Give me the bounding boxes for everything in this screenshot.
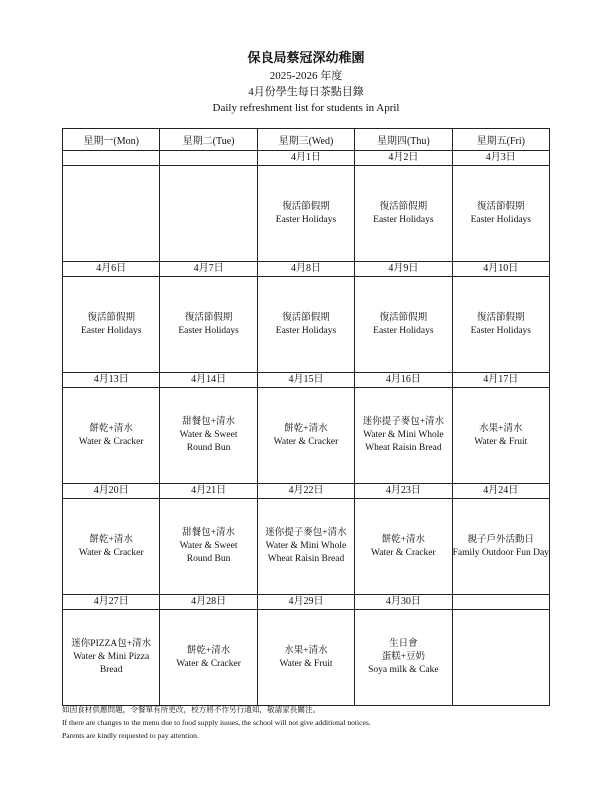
menu-cell	[355, 499, 452, 595]
weekday-header: 星期一(Mon)	[63, 129, 160, 151]
menu-cell	[160, 166, 257, 262]
menu-cell	[63, 166, 160, 262]
menu-line: 甜餐包+清水	[182, 417, 236, 427]
date-cell: 4月16日	[355, 373, 452, 388]
date-cell: 4月3日	[452, 151, 549, 166]
menu-line: 餅乾+清水	[186, 645, 231, 656]
menu-cell	[160, 610, 257, 706]
menu-line: Round Bun	[186, 443, 231, 453]
menu-line: Easter Holidays	[373, 214, 434, 225]
menu-cell	[355, 610, 452, 706]
menu-cell	[452, 499, 549, 595]
menu-line: Water & Cracker	[176, 658, 241, 669]
date-cell	[452, 595, 549, 610]
date-row	[63, 151, 550, 166]
menu-line: Easter Holidays	[373, 325, 434, 336]
school-name: 保良局蔡冠深幼稚園	[247, 51, 365, 66]
date-row	[63, 595, 550, 610]
menu-line: 復活節假期	[282, 201, 330, 212]
menu-cell	[257, 499, 354, 595]
menu-line: Easter Holidays	[470, 325, 531, 336]
title-chinese: 4月份學生每日茶點目錄	[248, 86, 364, 98]
menu-line: Water & Mini Pizza	[73, 652, 150, 662]
date-row	[63, 373, 550, 388]
school-year: 2025-2026 年度	[269, 70, 343, 82]
date-cell: 4月1日	[257, 151, 354, 166]
menu-cell	[355, 277, 452, 373]
menu-cell	[452, 166, 549, 262]
menu-line: 蛋糕+豆奶	[381, 652, 426, 662]
menu-line: 迷你提子麥包+清水	[362, 417, 445, 427]
date-cell	[160, 151, 257, 166]
menu-cell	[160, 499, 257, 595]
weekday-header: 星期四(Thu)	[355, 129, 452, 151]
menu-cell	[63, 610, 160, 706]
menu-row	[63, 499, 550, 595]
date-cell	[63, 151, 160, 166]
menu-line: 復活節假期	[379, 201, 428, 212]
menu-cell	[257, 166, 354, 262]
date-cell: 4月8日	[257, 262, 354, 277]
weekday-header-row	[63, 129, 550, 151]
menu-line: Easter Holidays	[178, 325, 239, 336]
menu-line: 復活節假期	[477, 312, 525, 323]
menu-line: 甜餐包+清水	[182, 528, 236, 538]
menu-line: Bread	[99, 665, 123, 675]
menu-line: 餅乾+清水	[381, 534, 426, 545]
menu-line: Family Outdoor Fun Day	[452, 547, 549, 558]
menu-line: Easter Holidays	[80, 325, 142, 336]
menu-line: 復活節假期	[282, 312, 330, 323]
menu-line: 迷你提子麥包+清水	[265, 528, 347, 538]
menu-line: 生日會	[389, 639, 418, 649]
menu-line: Water & Fruit	[279, 658, 333, 669]
note-chinese: 如因食材供應問題，令餐單有所更改，校方將不作另行通知，敬請家長關注。	[62, 705, 321, 714]
menu-body	[63, 151, 550, 706]
date-cell: 4月17日	[452, 373, 549, 388]
date-cell: 4月24日	[452, 484, 549, 499]
date-cell: 4月20日	[63, 484, 160, 499]
date-cell: 4月7日	[160, 262, 257, 277]
date-cell: 4月30日	[355, 595, 452, 610]
menu-line: Easter Holidays	[470, 214, 531, 225]
date-cell: 4月10日	[452, 262, 549, 277]
date-cell: 4月22日	[257, 484, 354, 499]
menu-row	[63, 166, 550, 262]
document-header	[0, 50, 612, 116]
menu-line: 親子戶外活動日	[467, 534, 535, 545]
menu-line: Water & Cracker	[78, 547, 144, 558]
menu-line: Easter Holidays	[275, 325, 337, 336]
menu-line: 餅乾+清水	[89, 423, 133, 434]
note-english-1: If there are changes to the menu due to food supply issues, the school will not give additional notices.	[62, 718, 371, 727]
menu-line: Water & Cracker	[78, 436, 144, 447]
menu-line: Wheat Raisin Bread	[267, 554, 345, 564]
menu-line: Soya milk & Cake	[368, 665, 439, 675]
menu-line: Round Bun	[186, 554, 231, 564]
menu-cell	[160, 277, 257, 373]
menu-line: 迷你PIZZA包+清水	[71, 639, 152, 649]
menu-row	[63, 610, 550, 706]
date-cell: 4月15日	[257, 373, 354, 388]
weekday-header: 星期三(Wed)	[257, 129, 354, 151]
menu-line: 復活節假期	[477, 201, 525, 212]
title-english: Daily refreshment list for students in April	[212, 102, 400, 114]
footer-notes	[62, 703, 371, 742]
menu-line: 水果+清水	[284, 645, 328, 656]
menu-table	[62, 128, 550, 706]
menu-cell	[257, 388, 354, 484]
menu-line: 復活節假期	[379, 312, 428, 323]
menu-cell	[452, 277, 549, 373]
menu-cell	[257, 610, 354, 706]
date-cell: 4月2日	[355, 151, 452, 166]
menu-line: Easter Holidays	[275, 214, 337, 225]
menu-line: 復活節假期	[87, 312, 135, 323]
date-row	[63, 484, 550, 499]
weekday-header: 星期五(Fri)	[452, 129, 549, 151]
date-cell: 4月13日	[63, 373, 160, 388]
date-cell: 4月21日	[160, 484, 257, 499]
menu-cell	[452, 388, 549, 484]
menu-line: 餅乾+清水	[284, 423, 328, 434]
menu-line: Water & Mini Whole	[363, 430, 444, 440]
menu-line: Water & Cracker	[273, 436, 339, 447]
menu-row	[63, 277, 550, 373]
menu-cell	[63, 388, 160, 484]
menu-line: Water & Mini Whole	[265, 541, 347, 551]
menu-line: Water & Cracker	[371, 547, 436, 558]
date-row	[63, 262, 550, 277]
menu-line: 水果+清水	[479, 423, 523, 434]
menu-cell	[63, 277, 160, 373]
date-cell: 4月23日	[355, 484, 452, 499]
date-cell: 4月6日	[63, 262, 160, 277]
date-cell: 4月14日	[160, 373, 257, 388]
weekday-header: 星期二(Tue)	[160, 129, 257, 151]
menu-line: Water & Fruit	[474, 436, 528, 447]
menu-line: 餅乾+清水	[89, 534, 133, 545]
menu-line: Wheat Raisin Bread	[365, 443, 442, 453]
date-cell: 4月28日	[160, 595, 257, 610]
menu-cell	[63, 499, 160, 595]
menu-cell	[452, 610, 549, 706]
menu-cell	[160, 388, 257, 484]
note-english-2: Parents are kindly requested to pay attention.	[62, 731, 199, 740]
date-cell: 4月9日	[355, 262, 452, 277]
menu-cell	[355, 166, 452, 262]
menu-line: Water & Sweet	[179, 541, 238, 551]
menu-cell	[257, 277, 354, 373]
date-cell: 4月29日	[257, 595, 354, 610]
menu-row	[63, 388, 550, 484]
menu-cell	[355, 388, 452, 484]
date-cell: 4月27日	[63, 595, 160, 610]
menu-line: Water & Sweet	[179, 430, 238, 440]
menu-line: 復活節假期	[184, 312, 233, 323]
